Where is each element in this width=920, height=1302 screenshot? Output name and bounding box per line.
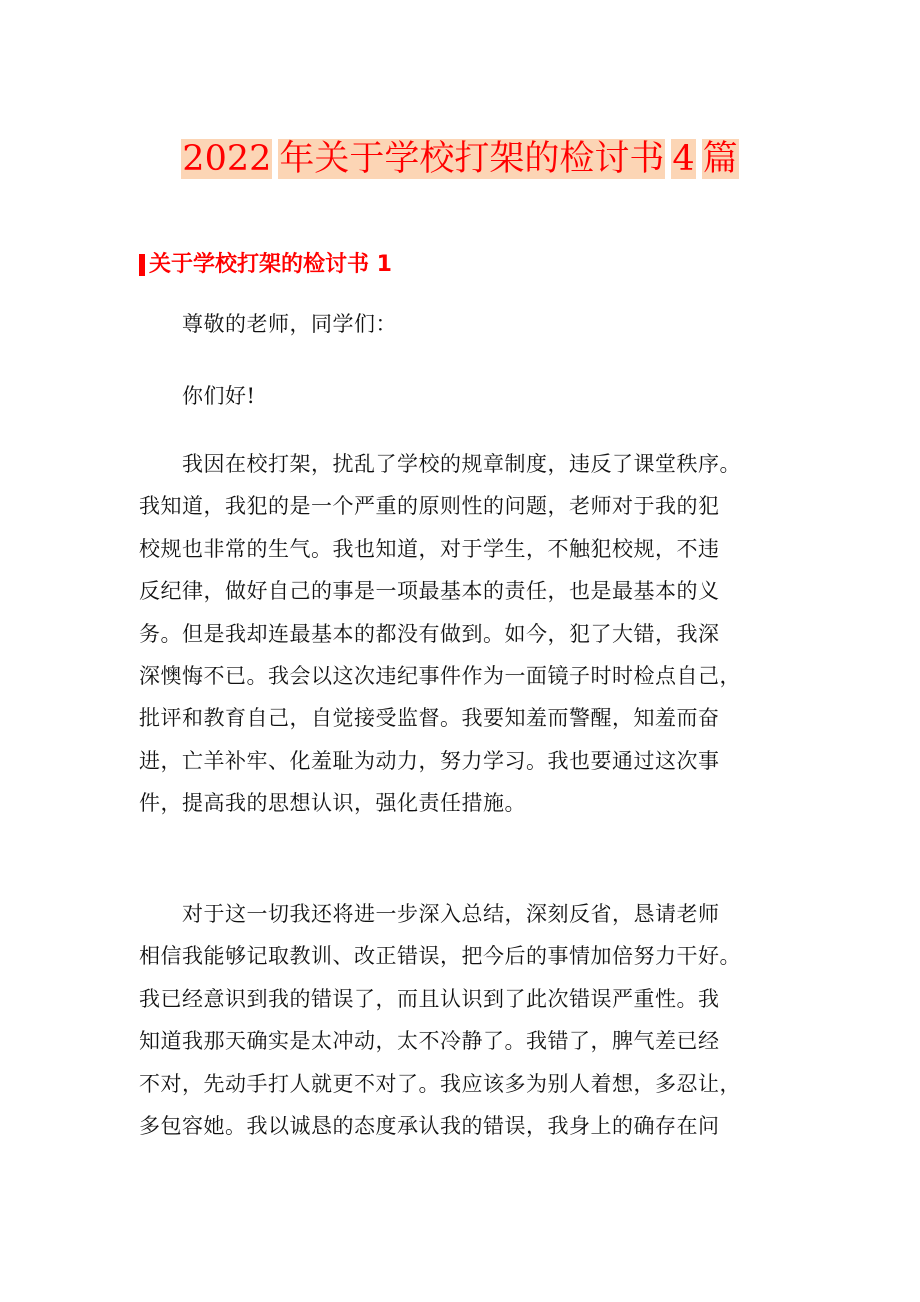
paragraph-line: 校规也非常的生气。我也知道，对于学生，不触犯校规，不违	[139, 536, 720, 561]
paragraph-line: 务。但是我却连最基本的都没有做到。如今，犯了大错，我深	[139, 621, 720, 646]
section-heading	[139, 250, 392, 280]
paragraph-line: 批评和教育自己，自觉接受监督。我要知羞而警醒，知羞而奋	[139, 706, 720, 731]
greeting-paragraph	[139, 303, 787, 345]
salutation-text: 你们好!	[182, 384, 256, 408]
paragraph-line: 不对，先动手打人就更不对了。我应该多为别人着想，多忍让，	[139, 1071, 741, 1096]
paragraph-line: 我已经意识到我的错误了，而且认识到了此次错误严重性。我	[139, 986, 720, 1011]
section-heading-text: 关于学校打架的检讨书 1	[149, 252, 392, 277]
salutation-paragraph	[139, 375, 787, 417]
title-main: 年关于学校打架的检讨书	[279, 139, 665, 179]
greeting-text: 尊敬的老师，同学们：	[182, 312, 397, 336]
document-title	[0, 136, 920, 182]
paragraph-line: 相信我能够记取教训、改正错误，把今后的事情加倍努力干好。	[139, 944, 741, 969]
title-year: 2022	[182, 139, 272, 179]
paragraph-line: 多包容她。我以诚恳的态度承认我的错误，我身上的确存在问	[139, 1113, 720, 1138]
paragraph-line: 知道我那天确实是太冲动，太不冷静了。我错了，脾气差已经	[139, 1029, 720, 1054]
paragraph-line: 件，提高我的思想认识，强化责任措施。	[139, 791, 526, 816]
paragraph-line: 对于这一切我还将进一步深入总结，深刻反省，恳请老师	[182, 902, 720, 926]
heading-marker-icon	[139, 254, 145, 276]
title-suffix: 篇	[702, 139, 738, 179]
body-paragraph-1	[139, 443, 787, 825]
paragraph-line: 进，亡羊补牢、化羞耻为动力，努力学习。我也要通过这次事	[139, 748, 720, 773]
title-count: 4	[672, 139, 695, 179]
paragraph-line: 反纪律，做好自己的事是一项最基本的责任，也是最基本的义	[139, 579, 720, 604]
paragraph-line: 我知道，我犯的是一个严重的原则性的问题，老师对于我的犯	[139, 494, 720, 519]
body-paragraph-2	[139, 893, 787, 1147]
paragraph-line: 深懊悔不已。我会以这次违纪事件作为一面镜子时时检点自己，	[139, 663, 741, 688]
paragraph-line: 我因在校打架，扰乱了学校的规章制度，违反了课堂秩序。	[182, 452, 741, 476]
